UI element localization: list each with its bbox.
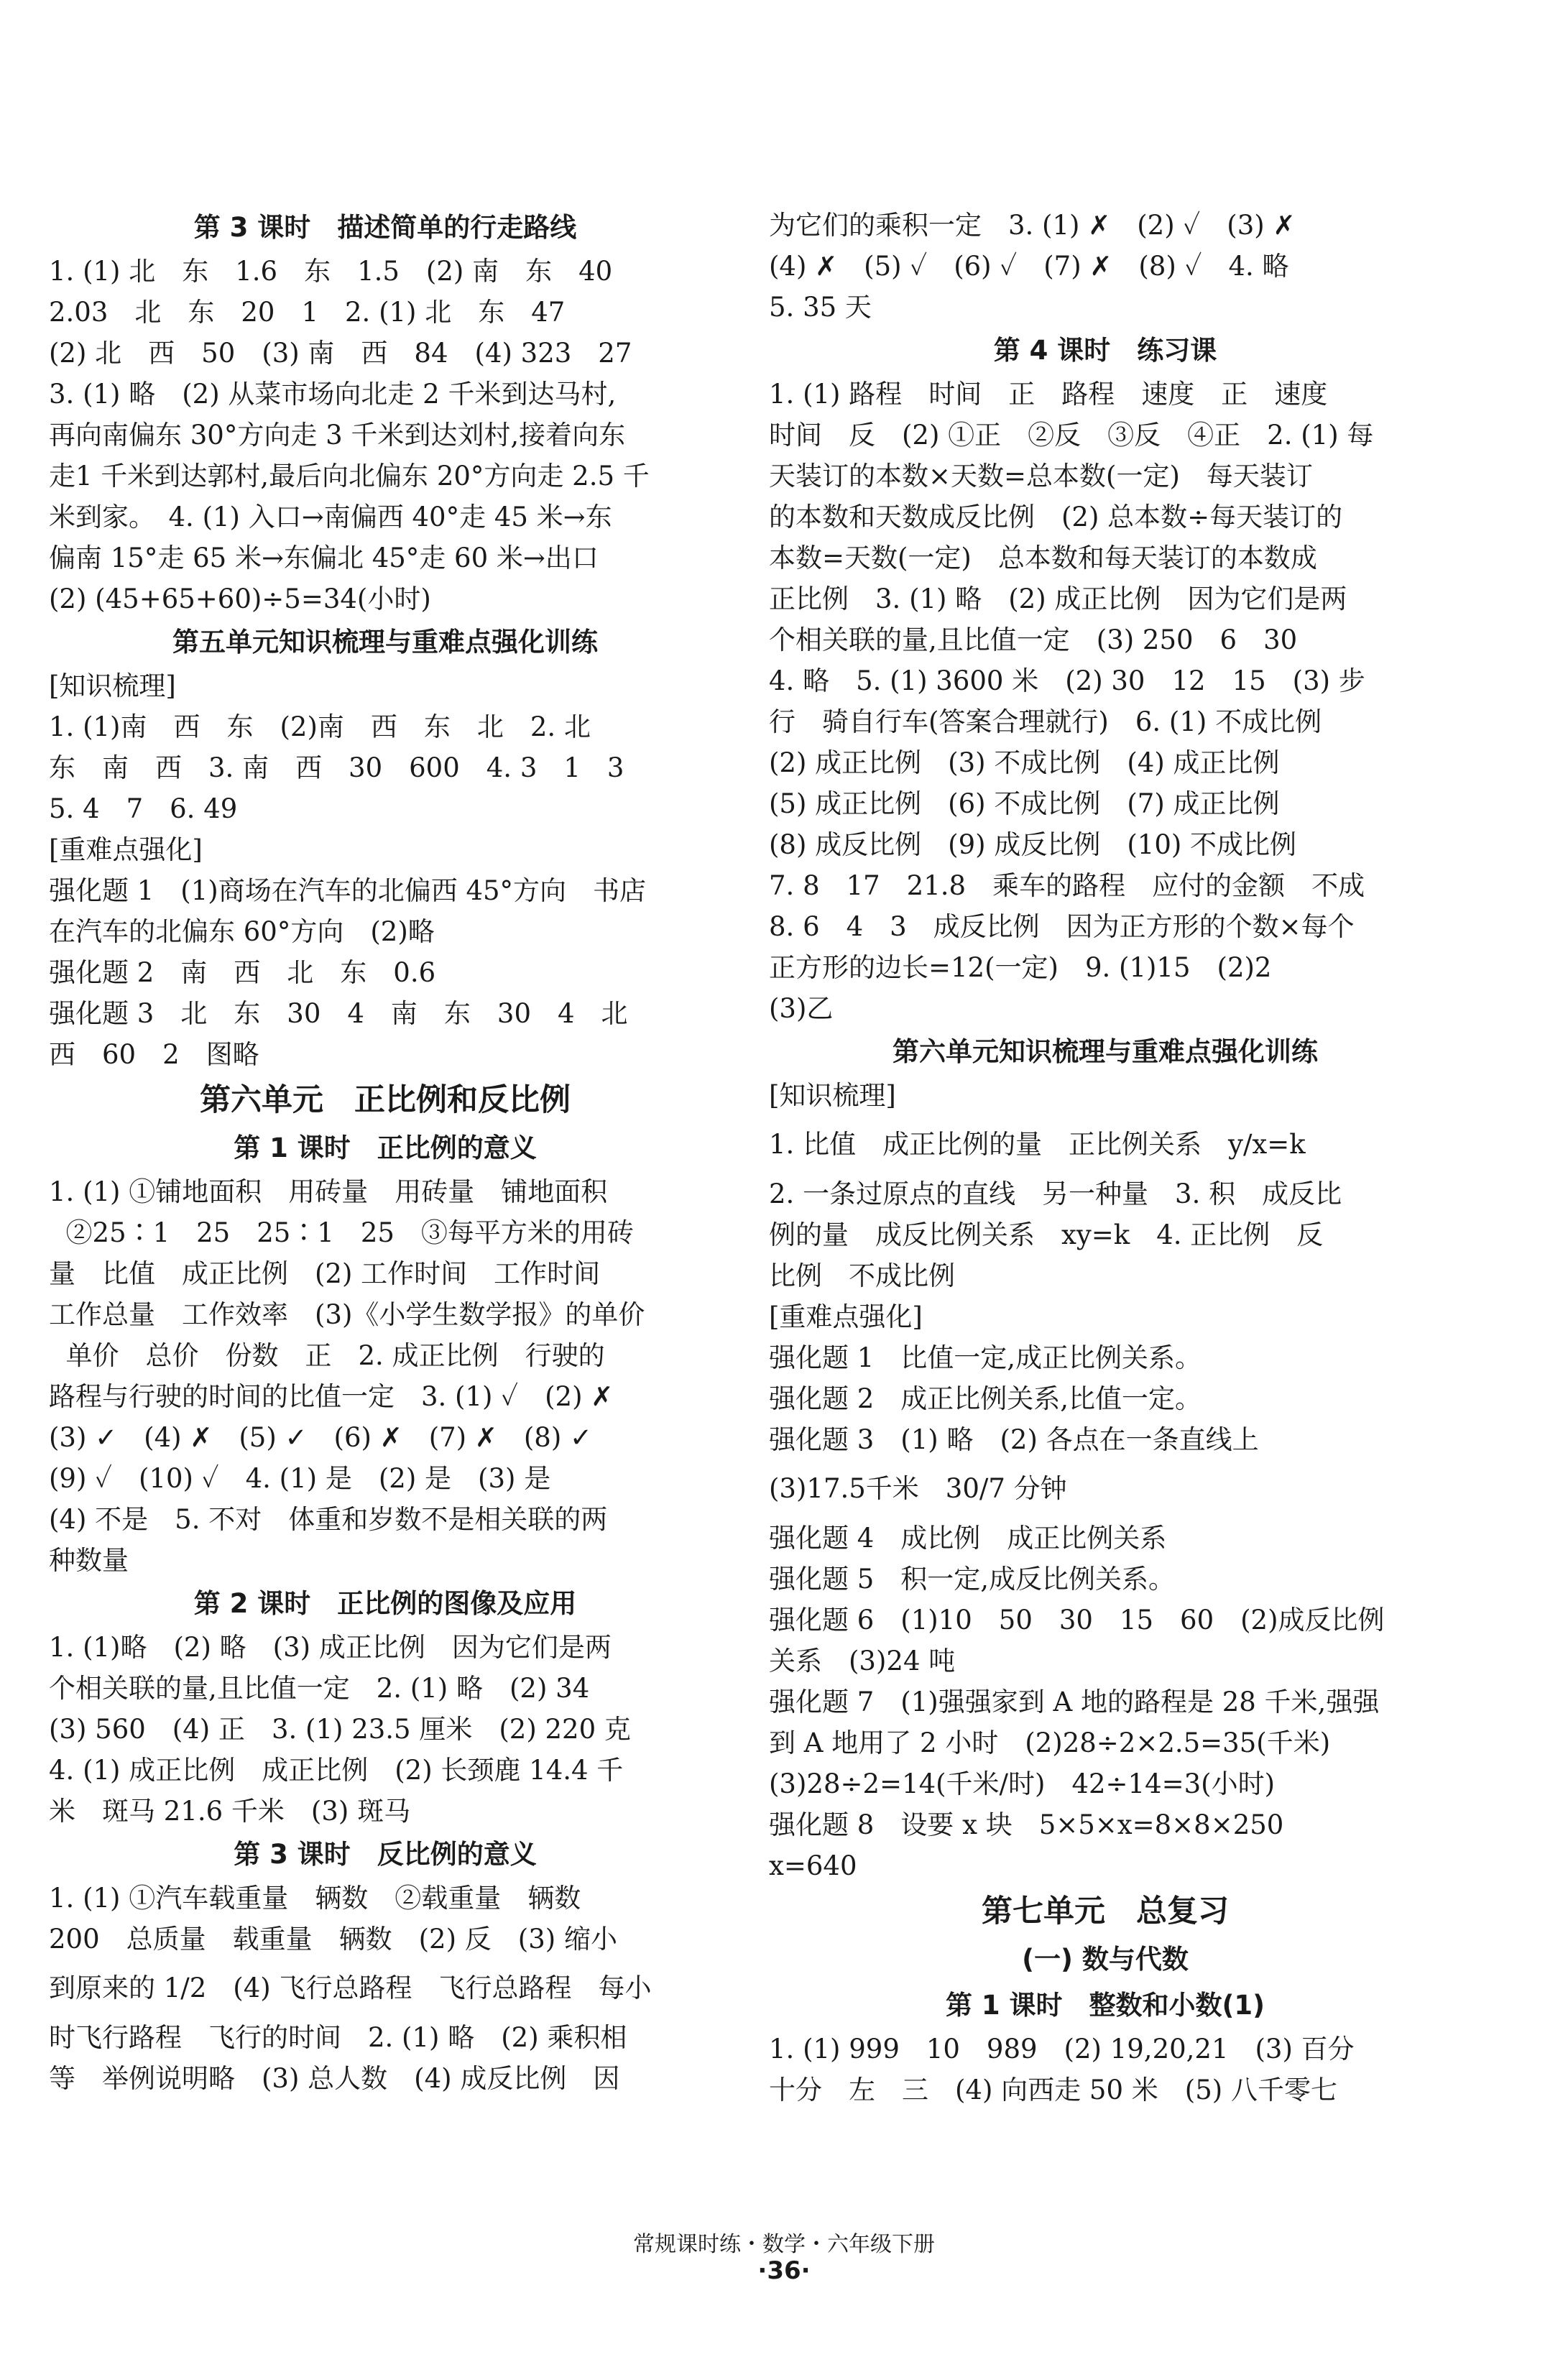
answer-line: 强化题 4 成比例 成正比例关系 xyxy=(769,1523,1167,1554)
answer-line: 为它们的乘积一定 3. (1) ✗ (2) ✓ (3) ✗ xyxy=(769,210,1296,241)
answer-line: (9) ✓ (10) ✓ 4. (1) 是 (2) 是 (3) 是 xyxy=(49,1463,551,1494)
section-heading: 第 3 课时 描述简单的行走路线 xyxy=(193,212,577,243)
answer-line: 1. (1) 999 10 989 (2) 19,20,21 (3) 百分 xyxy=(769,2034,1355,2065)
answer-line: 7. 8 17 21.8 乘车的路程 应付的金额 不成 xyxy=(769,870,1365,901)
answer-line: 偏南 15°走 65 米→东偏北 45°走 60 米→出口 xyxy=(49,543,599,573)
answer-line: 天装订的本数×天数=总本数(一定) 每天装订 xyxy=(769,461,1313,492)
book-series-footer: 常规课时练・数学・六年级下册 xyxy=(633,2232,935,2257)
answer-line: (4) ✗ (5) ✓ (6) ✓ (7) ✗ (8) ✓ 4. 略 xyxy=(769,251,1289,282)
answer-line: 走1 千米到达郭村,最后向北偏东 20°方向走 2.5 千 xyxy=(49,461,650,492)
page-number: ·36· xyxy=(757,2256,811,2285)
section-heading: 第 1 课时 整数和小数(1) xyxy=(945,1990,1265,2021)
answer-line: 5. 35 天 xyxy=(769,292,872,323)
answer-line: 强化题 6 (1)10 50 30 15 60 (2)成反比例 xyxy=(769,1605,1385,1636)
answer-line: 时飞行路程 飞行的时间 2. (1) 略 (2) 乘积相 xyxy=(49,2022,627,2053)
answer-line: 个相关联的量,且比值一定 (3) 250 6 30 xyxy=(769,624,1298,655)
answer-line: 到 A 地用了 2 小时 (2)28÷2×2.5=35(千米) xyxy=(769,1727,1331,1758)
section-heading: 第 2 课时 正比例的图像及应用 xyxy=(193,1588,577,1619)
answer-line: 2.03 北 东 20 1 2. (1) 北 东 47 xyxy=(49,297,566,328)
answer-line: [重难点强化] xyxy=(49,834,203,865)
answer-line: 8. 6 4 3 成反比例 因为正方形的个数×每个 xyxy=(769,911,1355,942)
answer-line: 正方形的边长=12(一定) 9. (1)15 (2)2 xyxy=(769,952,1272,983)
answer-line: 强化题 5 积一定,成反比例关系。 xyxy=(769,1564,1176,1595)
answer-line: 强化题 3 北 东 30 4 南 东 30 4 北 xyxy=(49,998,628,1029)
answer-line: [知识梳理] xyxy=(49,670,176,701)
answer-line: 1. (1) ①汽车载重量 辆数 ②载重量 辆数 xyxy=(49,1883,581,1914)
answer-line: (3)28÷2=14(千米/时) 42÷14=3(小时) xyxy=(769,1768,1276,1799)
answer-line: 强化题 7 (1)强强家到 A 地的路程是 28 千米,强强 xyxy=(769,1687,1380,1717)
answer-line: 1. (1) 路程 时间 正 路程 速度 正 速度 xyxy=(769,379,1328,410)
answer-line: (3) 560 (4) 正 3. (1) 23.5 厘米 (2) 220 克 xyxy=(49,1714,631,1745)
answer-line: 等 举例说明略 (3) 总人数 (4) 成反比例 因 xyxy=(49,2063,620,2094)
answer-line: 1. (1)南 西 东 (2)南 西 东 北 2. 北 xyxy=(49,711,591,742)
answer-line: 例的量 成反比例关系 xy=k 4. 正比例 反 xyxy=(769,1219,1324,1250)
answer-line: (8) 成反比例 (9) 成反比例 (10) 不成比例 xyxy=(769,829,1297,860)
answer-line: 1. (1) 北 东 1.6 东 1.5 (2) 南 东 40 xyxy=(49,256,613,287)
answer-line: (3)乙 xyxy=(769,993,834,1024)
answer-line: 到原来的 1/2 (4) 飞行总路程 飞行总路程 每小 xyxy=(49,1973,652,2003)
section-heading: 第 4 课时 练习课 xyxy=(993,335,1217,366)
section-heading: (一) 数与代数 xyxy=(1022,1944,1189,1975)
answer-line: 5. 4 7 6. 49 xyxy=(49,793,238,824)
answer-line: 强化题 1 (1)商场在汽车的北偏西 45°方向 书店 xyxy=(49,875,647,906)
answer-line: 本数=天数(一定) 总本数和每天装订的本数成 xyxy=(769,543,1317,573)
answer-line: 十分 左 三 (4) 向西走 50 米 (5) 八千零七 xyxy=(769,2075,1337,2105)
answer-line: 强化题 2 南 西 北 东 0.6 xyxy=(49,957,436,988)
answer-line: 关系 (3)24 吨 xyxy=(769,1646,956,1676)
answer-line: 在汽车的北偏东 60°方向 (2)略 xyxy=(49,916,435,947)
answer-line: (2) 北 西 50 (3) 南 西 84 (4) 323 27 xyxy=(49,338,632,369)
answer-line: (3) ✓ (4) ✗ (5) ✓ (6) ✗ (7) ✗ (8) ✓ xyxy=(49,1422,593,1453)
answer-line: 再向南偏东 30°方向走 3 千米到达刘村,接着向东 xyxy=(49,420,626,451)
answer-line: (4) 不是 5. 不对 体重和岁数不是相关联的两 xyxy=(49,1504,608,1535)
answer-line: x=640 xyxy=(769,1850,857,1881)
answer-line: 3. (1) 略 (2) 从菜市场向北走 2 千米到达马村, xyxy=(49,379,617,410)
answer-line: 1. 比值 成正比例的量 正比例关系 y/x=k xyxy=(769,1129,1306,1160)
answer-line: 4. 略 5. (1) 3600 米 (2) 30 12 15 (3) 步 xyxy=(769,665,1365,696)
answer-line: 种数量 xyxy=(49,1545,129,1576)
answer-line: 米到家。 4. (1) 入口→南偏西 40°走 45 米→东 xyxy=(49,502,612,532)
answer-line: 4. (1) 成正比例 成正比例 (2) 长颈鹿 14.4 千 xyxy=(49,1755,624,1786)
answer-line: 米 斑马 21.6 千米 (3) 斑马 xyxy=(49,1796,411,1827)
answer-line: 强化题 8 设要 x 块 5×5×x=8×8×250 xyxy=(769,1809,1284,1840)
answer-line: 200 总质量 载重量 辆数 (2) 反 (3) 缩小 xyxy=(49,1924,617,1955)
answer-line: 的本数和天数成反比例 (2) 总本数÷每天装订的 xyxy=(769,502,1343,532)
answer-line: (3)17.5千米 30/7 分钟 xyxy=(769,1473,1067,1504)
left-column xyxy=(49,205,721,2099)
answer-line: 2. 一条过原点的直线 另一种量 3. 积 成反比 xyxy=(769,1178,1342,1209)
answer-line: 1. (1) ①铺地面积 用砖量 用砖量 铺地面积 xyxy=(49,1176,608,1207)
answer-line: 路程与行驶的时间的比值一定 3. (1) ✓ (2) ✗ xyxy=(49,1381,614,1412)
answer-line: (2) 成正比例 (3) 不成比例 (4) 成正比例 xyxy=(769,747,1280,778)
answer-line: 强化题 2 成正比例关系,比值一定。 xyxy=(769,1383,1202,1414)
answer-line: 强化题 1 比值一定,成正比例关系。 xyxy=(769,1342,1202,1373)
section-heading: 第 1 课时 正比例的意义 xyxy=(234,1132,537,1163)
answer-line: 行 骑自行车(答案合理就行) 6. (1) 不成比例 xyxy=(769,706,1322,737)
section-heading: 第六单元 正比例和反比例 xyxy=(200,1082,571,1118)
section-heading: 第六单元知识梳理与重难点强化训练 xyxy=(893,1036,1318,1067)
answer-line: 量 比值 成正比例 (2) 工作时间 工作时间 xyxy=(49,1258,601,1289)
right-column xyxy=(769,205,1442,2110)
answer-line: 正比例 3. (1) 略 (2) 成正比例 因为它们是两 xyxy=(769,583,1347,614)
answer-line: 西 60 2 图略 xyxy=(49,1039,259,1070)
answer-line: 比例 不成比例 xyxy=(769,1260,955,1291)
answer-line: 强化题 3 (1) 略 (2) 各点在一条直线上 xyxy=(769,1424,1259,1455)
answer-line: 1. (1)略 (2) 略 (3) 成正比例 因为它们是两 xyxy=(49,1632,612,1663)
answer-line: [重难点强化] xyxy=(769,1301,923,1332)
answer-line: 时间 反 (2) ①正 ②反 ③反 ④正 2. (1) 每 xyxy=(769,420,1374,451)
answer-line: 个相关联的量,且比值一定 2. (1) 略 (2) 34 xyxy=(49,1673,590,1704)
section-heading: 第七单元 总复习 xyxy=(982,1893,1229,1929)
answer-line: 单价 总价 份数 正 2. 成正比例 行驶的 xyxy=(49,1340,605,1371)
answer-line: [知识梳理] xyxy=(769,1080,896,1111)
answer-line: (2) (45+65+60)÷5=34(小时) xyxy=(49,583,431,614)
section-heading: 第五单元知识梳理与重难点强化训练 xyxy=(172,627,598,658)
answer-line: (5) 成正比例 (6) 不成比例 (7) 成正比例 xyxy=(769,788,1280,819)
answer-line: 东 南 西 3. 南 西 30 600 4. 3 1 3 xyxy=(49,752,624,783)
section-heading: 第 3 课时 反比例的意义 xyxy=(234,1839,537,1870)
answer-line: ②25∶1 25 25∶1 25 ③每平方米的用砖 xyxy=(49,1217,634,1248)
answer-line: 工作总量 工作效率 (3)《小学生数学报》的单价 xyxy=(49,1299,645,1330)
